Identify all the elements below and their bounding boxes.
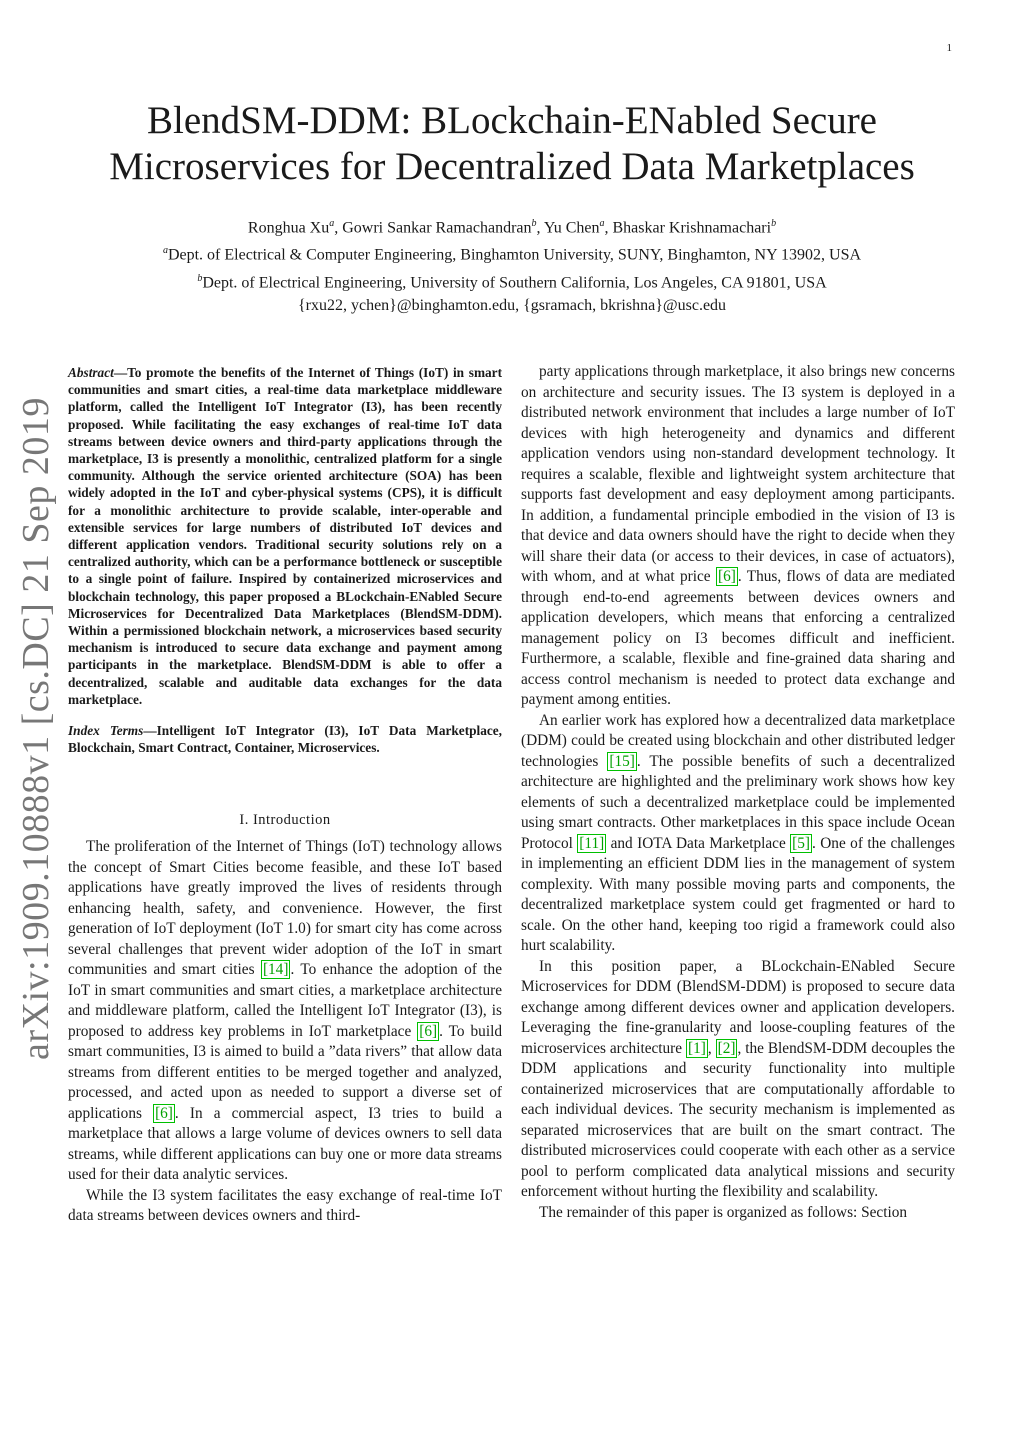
affiliation-a: $^a$Dept. of Electrical & Computer Engineering, Binghamton University, SUNY, Binghamton, NY 13902, USA [162, 245, 862, 264]
author-name: Bhaskar Krishnamachari [612, 219, 772, 237]
author-name: Gowri Sankar Ramachandran [342, 219, 532, 237]
body-paragraph: The proliferation of the Internet of Things (IoT) technology allows the concept of Smart Cities become feasible, and these IoT based applications have greatly improved the lives of residents through enhancing health, safety, and convenience. However, the first generation of IoT deployment (IoT 1.0) for smart city has come across several challenges that prevent wider adoption of the IoT in smart communities and smart cities [14] . To enhance the adoption of the IoT in smart communities and smart cities, a marketplace architecture and middleware platform, called the Intelligent IoT Integrator (I3), is proposed to address key problems in IoT marketplace [6] . To build smart communities, I3 is aimed to build a ”data rivers” that allow data streams from different entities to be merged together and analyzed, processed, and acted upon as needed to support a diverse set of applications [6] . In a commercial aspect, I3 tries to build a marketplace that allows a large volume of devices owners to sell data streams, while different applications can buy one or more data streams used for their data analytic services. [68, 838, 502, 1184]
title-line: BlendSM-DDM: BLockchain-ENabled Secure [147, 99, 877, 142]
citation-link[interactable]: [5] [792, 834, 811, 852]
affiliation-mark: a [329, 218, 335, 229]
author-emails: {rxu22, ychen}@binghamton.edu, {gsramach, bkrishna}@usc.edu [297, 296, 727, 314]
right-body [521, 362, 955, 1223]
body-paragraph: In this position paper, a BLockchain-ENabled Secure Microservices for DDM (BlendSM-DDM) is proposed to secure data exchange among different devices owner and application developers. Leveraging the fine-granularity and loose-coupling features of the microservices architecture [1] , [2] , the BlendSM-DDM decouples the DDM applications and security functionality into multiple containerized microservices that are computationally affordable to each individual devices. The security mechanism is implemented as separated microservices that are built on the smart contract. The distributed microservices could cooperate with each other as a service pool to perform complicated data analytical missions and security enforcement without hurting the flexibility and scalability. [521, 957, 955, 1200]
index-terms-lead: Index Terms [68, 723, 144, 739]
affiliation-mark: b [771, 218, 777, 229]
citation-link[interactable]: [14] [262, 961, 289, 979]
author-name: Yu Chen [543, 219, 600, 237]
abstract-text: —To promote the benefits of the Internet of Things (IoT) in smart communities and smart cities, a real-time data marketplace middleware platform, called the Intelligent IoT Integrator (I3), has been recently proposed. While facilitating the easy exchanges of real-time IoT data streams between device owners and third-party applications through the marketplace, I3 is presently a monolithic, centralized platform for a single community. Although the service oriented architecture (SOA) has been widely adopted in the IoT and cyber-physical systems (CPS), it is difficult for a monolithic architecture to provide scalable, inter-operable and extensible services for large numbers of distributed IoT devices and different application vendors. Traditional security solutions rely on a centralized authority, which can be a performance bottleneck or susceptible to a single point of failure. Inspired by containerized microservices and blockchain technology, this paper proposed a BLockchain-ENabled Secure Microservices for Decentralized Data Marketplaces (BlendSM-DDM). Within a permissioned blockchain network, a microservices based security mechanism is introduced to secure data exchange and payment among participants in the marketplace. BlendSM-DDM is able to offer a decentralized, scalable and auditable data exchanges for the data marketplace. [68, 365, 502, 707]
citation-link[interactable]: [1] [688, 1039, 706, 1057]
page-number: 1 [946, 42, 952, 54]
author-names: Ronghua Xu$^a$, Gowri Sankar Ramachandran$^b$, Yu Chen$^a$, Bhaskar Krishnamachari$^b$ [247, 218, 777, 237]
affiliation-mark: b [531, 218, 537, 229]
citation-link[interactable]: [11] [579, 834, 605, 852]
abstract-lead: Abstract [68, 365, 114, 380]
affiliation-mark: a [599, 218, 605, 229]
arxiv-side-stamp: arXiv:1909.10888v1 [cs.DC] 21 Sep 2019 [15, 397, 57, 1060]
affiliation-b: $^b$Dept. of Electrical Engineering, University of Southern California, Los Angeles, CA 91801, USA [197, 272, 827, 291]
index-terms [68, 722, 502, 756]
citation-link[interactable]: [2] [717, 1039, 736, 1057]
title-line: Microservices for Decentralized Data Marketplaces [109, 145, 915, 188]
body-paragraph: An earlier work has explored how a decentralized data marketplace (DDM) could be created using blockchain and other distributed ledger technologies [15] . The possible benefits of such a decentralized architecture are highlighted and the preliminary work shows how key elements of such a decentralized marketplace could be implemented using smart contracts. Other marketplaces in this space include Ocean Protocol [11] and IOTA Data Marketplace [5] . One of the challenges in implementing an efficient DDM lies in the management of system complexity. With many possible moving parts and components, the decentralized marketplace system could get fragmented or hard to scale. On the other hand, keeping too rigid a framework could also hurt scalability. [521, 711, 955, 954]
abstract [68, 364, 502, 708]
body-paragraph: The remainder of this paper is organized as follows: Section [539, 1203, 908, 1221]
author-name: Ronghua Xu [247, 219, 330, 237]
left-body [68, 837, 502, 1227]
citation-link[interactable]: [6] [717, 568, 736, 585]
right-column [521, 362, 955, 1223]
citation-link[interactable]: [6] [419, 1022, 438, 1040]
index-terms-text: —Intelligent IoT Integrator (I3), IoT Data Marketplace, Blockchain, Smart Contract, Container, Microservices. [68, 723, 502, 756]
page-title [40, 98, 984, 190]
left-column [68, 364, 502, 1227]
author-block [40, 212, 984, 317]
body-paragraph: party applications through marketplace, it also brings new concerns on architecture and security issues. The I3 system is deployed in a distributed network environment that includes a large number of IoT devices with high heterogeneity and dynamics and different application vendors using non-standard development technology. It requires a scalable, flexible and lightweight system architecture that supports fast development and easy deployment among participants. In addition, a fundamental principle embodied in the vision of I3 is that device and data owners should have the right to decide when they will share their data (or access to their devices, in case of actuators), with whom, and at what price [6] . Thus, flows of data are mediated through end-to-end agreements between devices owners and application developers, which means that enforcing a centralized management policy on I3 becomes difficult and inefficient. Furthermore, a scalable, flexible and fine-grained data sharing and access control mechanism is needed to protect data exchange and payment among entities. [521, 363, 955, 708]
section-heading-introduction: I. Introduction [239, 812, 331, 829]
citation-link[interactable]: [6] [155, 1104, 173, 1122]
body-paragraph: While the I3 system facilitates the easy exchange of real-time IoT data streams between devices owners and third- [68, 1186, 502, 1225]
citation-link[interactable]: [15] [609, 752, 635, 770]
